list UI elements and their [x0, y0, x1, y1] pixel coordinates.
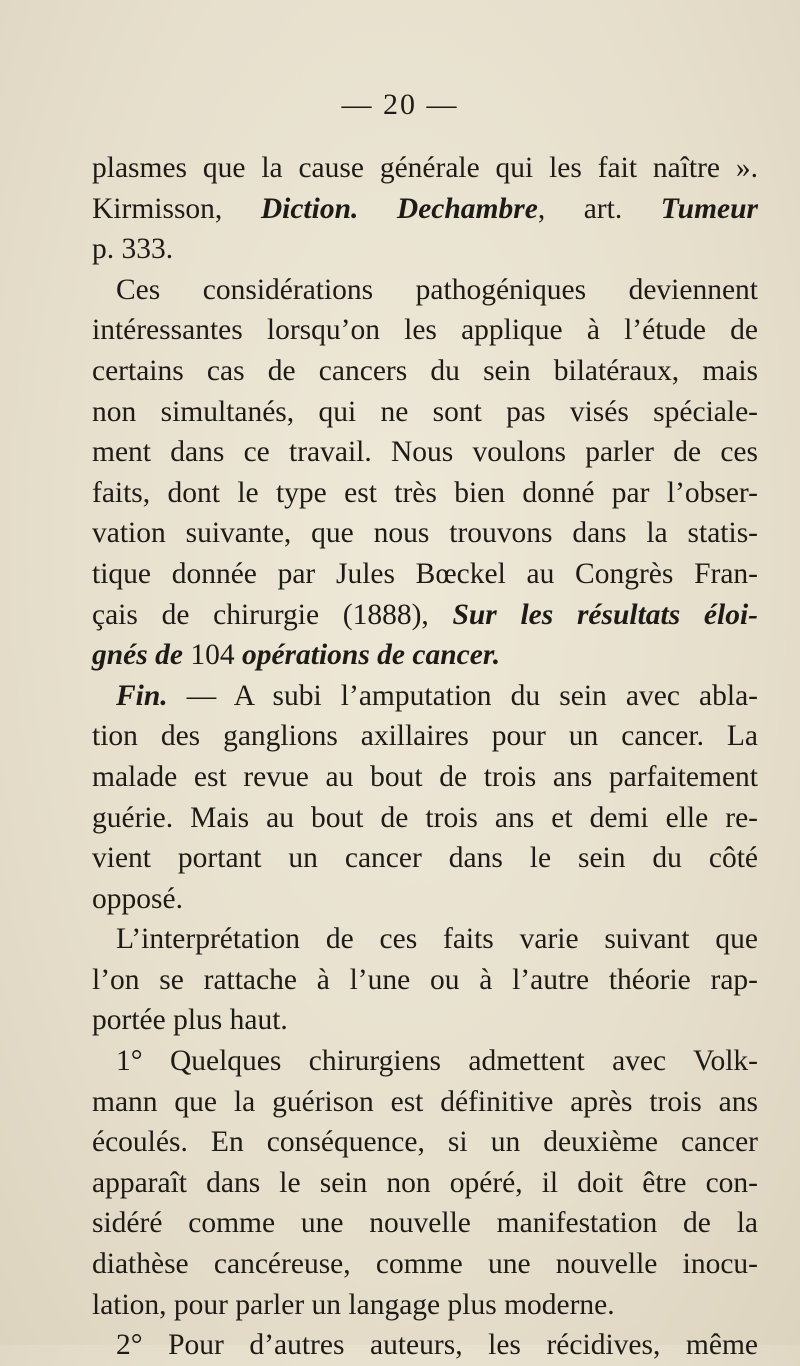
- text-line: [92, 1122, 758, 1163]
- text-line: [92, 351, 758, 392]
- text-line: [92, 757, 758, 798]
- italic-text: Diction. Dechambre: [260, 192, 538, 225]
- text-run: plasmes que la cause générale qui les fait naître ».: [92, 152, 758, 184]
- text-line: [92, 716, 758, 757]
- text-line: [92, 595, 758, 636]
- text-run: portée plus haut.: [92, 1004, 288, 1037]
- text-run: non simultanés, qui ne sont pas visés spéciale-: [92, 395, 758, 428]
- text-line: [92, 798, 758, 839]
- text-line: [92, 635, 758, 676]
- text-run: 2° Pour d’autres auteurs, les récidives, même: [116, 1329, 758, 1362]
- text-run: lation, pour parler un langage plus moderne.: [92, 1288, 615, 1321]
- text-line: [92, 1285, 758, 1326]
- text-run: sidéré comme une nouvelle manifestation de la: [92, 1207, 758, 1240]
- text-run: guérie. Mais au bout de trois ans et demi elle re-: [92, 801, 758, 834]
- page-number: — 20 —: [341, 88, 459, 121]
- text-line: [92, 1163, 758, 1204]
- text-run: tion des ganglions axillaires pour un cancer. La: [92, 720, 758, 753]
- italic-text: Fin.: [116, 679, 168, 712]
- text-run: intéressantes lorsqu’on les applique à l’étude de: [92, 314, 758, 347]
- text-run: mann que la guérison est définitive après trois ans: [92, 1085, 758, 1118]
- text-run: Ces considérations pathogéniques deviennent: [116, 273, 758, 306]
- text-run: diathèse cancéreuse, comme une nouvelle inocu-: [92, 1248, 758, 1281]
- text-run: l’on se rattache à l’une ou à l’autre théorie rap-: [92, 963, 758, 996]
- text-line: [92, 1041, 758, 1082]
- text-line: [92, 838, 758, 879]
- italic-text: Sur les résultats éloi-: [452, 598, 758, 631]
- text-run: opposé.: [92, 882, 183, 915]
- text-run: certains cas de cancers du sein bilatéraux, mais: [92, 354, 758, 387]
- text-run: ment dans ce travail. Nous voulons parler de ces: [92, 436, 758, 469]
- body-text: [92, 148, 758, 1366]
- italic-text: Tumeur: [660, 192, 758, 225]
- italic-text: opérations de cancer.: [241, 639, 501, 672]
- text-run: vation suivante, que nous trouvons dans la statis-: [92, 517, 758, 550]
- text-run: çais de chirurgie (1888),: [92, 598, 453, 631]
- text-line: [92, 473, 758, 514]
- italic-text: gnés de: [92, 639, 183, 672]
- text-line: [92, 879, 758, 920]
- text-run: vient portant un cancer dans le sein du côté: [92, 842, 758, 875]
- text-line: [92, 148, 758, 189]
- text-line: [92, 392, 758, 433]
- text-line: [92, 1325, 758, 1366]
- text-line: [92, 310, 758, 351]
- text-run: faits, dont le type est très bien donné par l’obser-: [92, 476, 758, 509]
- text-line: [92, 229, 758, 270]
- text-run: écoulés. En conséquence, si un deuxième cancer: [92, 1126, 758, 1159]
- text-run: apparaît dans le sein non opéré, il doit être con-: [92, 1166, 758, 1199]
- text-line: [92, 1000, 758, 1041]
- text-line: [92, 513, 758, 554]
- text-line: [92, 1244, 758, 1285]
- text-line: [92, 1203, 758, 1244]
- text-run: Kirmisson,: [92, 192, 261, 225]
- text-run: malade est revue au bout de trois ans parfaitement: [92, 760, 758, 793]
- text-line: [92, 554, 758, 595]
- text-run: — A subi l’amputation du sein avec abla-: [167, 679, 758, 712]
- text-line: [92, 919, 758, 960]
- text-run: 1° Quelques chirurgiens admettent avec Volk-: [116, 1045, 758, 1078]
- text-line: [92, 432, 758, 473]
- text-run: 104: [182, 639, 242, 672]
- text-line: [92, 676, 758, 717]
- text-run: , art.: [537, 192, 661, 225]
- text-line: [92, 1082, 758, 1123]
- text-run: tique donnée par Jules Bœckel au Congrès Fran-: [92, 557, 758, 590]
- text-run: L’interprétation de ces faits varie suivant que: [116, 923, 758, 956]
- text-line: [92, 189, 758, 230]
- text-line: [92, 960, 758, 1001]
- text-line: [92, 270, 758, 311]
- text-run: p. 333.: [92, 233, 174, 266]
